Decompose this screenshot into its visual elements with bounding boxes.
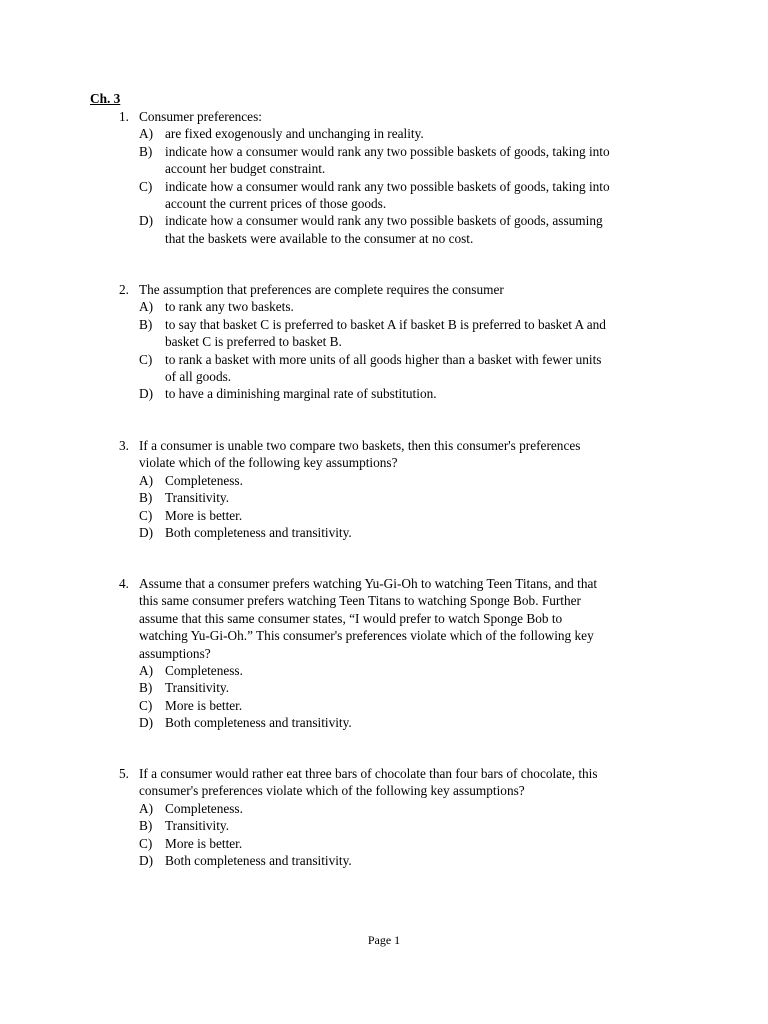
question-2 bbox=[0, 281, 768, 403]
question-stem-text: If a consumer would rather eat three bars of chocolate than four bars of chocolate, this bbox=[139, 766, 598, 781]
answer-option-text: Completeness. bbox=[165, 800, 243, 816]
question-stem-line bbox=[0, 437, 768, 454]
question-stem-text: consumer's preferences violate which of the following key assumptions? bbox=[139, 783, 525, 799]
answer-option-letter: D) bbox=[139, 386, 154, 402]
answer-option-text: indicate how a consumer would rank any two possible baskets of goods, taking into bbox=[165, 178, 610, 194]
answer-option-line bbox=[0, 697, 768, 714]
answer-option-line bbox=[0, 351, 768, 368]
answer-option-text: Completeness. bbox=[165, 472, 243, 488]
question-stem-text: this same consumer prefers watching Teen Titans to watching Sponge Bob. Further bbox=[139, 593, 581, 609]
answer-option-line bbox=[0, 333, 768, 350]
answer-option-line bbox=[0, 679, 768, 696]
answer-option-letter: C) bbox=[139, 507, 153, 523]
question-number: 2. bbox=[119, 282, 129, 297]
answer-option-line bbox=[0, 800, 768, 817]
answer-option-text: indicate how a consumer would rank any two possible baskets of goods, taking into bbox=[165, 143, 610, 159]
question-1 bbox=[0, 108, 768, 247]
question-stem-line bbox=[0, 645, 768, 662]
answer-option-letter: B) bbox=[139, 143, 153, 159]
question-4 bbox=[0, 575, 768, 732]
answer-option-text: Completeness. bbox=[165, 662, 243, 678]
answer-option-letter: C) bbox=[139, 697, 153, 713]
answer-option-line bbox=[0, 662, 768, 679]
question-number: 5. bbox=[119, 766, 129, 781]
answer-option-line bbox=[0, 230, 768, 247]
question-stem-line bbox=[0, 765, 768, 782]
question-stem-line bbox=[0, 575, 768, 592]
question-stem-line bbox=[0, 782, 768, 799]
question-3 bbox=[0, 437, 768, 541]
answer-option-line bbox=[0, 368, 768, 385]
answer-option-text: Transitivity. bbox=[165, 818, 230, 834]
question-stem-text: Consumer preferences: bbox=[139, 109, 262, 124]
question-number: 4. bbox=[119, 576, 129, 591]
answer-option-letter: B) bbox=[139, 490, 153, 506]
answer-option-text: to say that basket C is preferred to basket A if basket B is preferred to basket A and bbox=[165, 316, 606, 332]
answer-option-line bbox=[0, 385, 768, 402]
answer-option-line bbox=[0, 472, 768, 489]
answer-option-line bbox=[0, 178, 768, 195]
answer-option-text: More is better. bbox=[165, 507, 243, 523]
answer-option-letter: A) bbox=[139, 800, 154, 816]
answer-option-letter: D) bbox=[139, 524, 154, 540]
question-stem-line bbox=[0, 281, 768, 298]
answer-option-text: to rank a basket with more units of all goods higher than a basket with fewer units bbox=[165, 351, 602, 367]
answer-option-line bbox=[0, 316, 768, 333]
answer-option-letter: C) bbox=[139, 178, 153, 194]
answer-option-text: that the baskets were available to the consumer at no cost. bbox=[165, 230, 474, 246]
answer-option-text: Both completeness and transitivity. bbox=[165, 852, 352, 868]
answer-option-line bbox=[0, 714, 768, 731]
answer-option-line bbox=[0, 817, 768, 834]
question-number: 1. bbox=[119, 109, 129, 124]
answer-option-text: of all goods. bbox=[165, 368, 232, 384]
question-stem-line bbox=[0, 592, 768, 609]
answer-option-text: to have a diminishing marginal rate of substitution. bbox=[165, 386, 437, 402]
answer-option-line bbox=[0, 212, 768, 229]
answer-option-text: Both completeness and transitivity. bbox=[165, 524, 352, 540]
answer-option-letter: A) bbox=[139, 299, 154, 315]
answer-option-line bbox=[0, 489, 768, 506]
question-stem-text: assumptions? bbox=[139, 645, 211, 661]
answer-option-letter: D) bbox=[139, 213, 154, 229]
answer-option-line bbox=[0, 195, 768, 212]
answer-option-letter: A) bbox=[139, 126, 154, 142]
question-number: 3. bbox=[119, 438, 129, 453]
answer-option-line bbox=[0, 143, 768, 160]
answer-option-letter: C) bbox=[139, 351, 153, 367]
answer-option-letter: A) bbox=[139, 662, 154, 678]
question-stem-text: assume that this same consumer states, “I would prefer to watch Sponge Bob to bbox=[139, 610, 563, 626]
answer-option-line bbox=[0, 507, 768, 524]
answer-option-line bbox=[0, 524, 768, 541]
answer-option-text: to rank any two baskets. bbox=[165, 299, 294, 315]
answer-option-letter: C) bbox=[139, 835, 153, 851]
question-stem-line bbox=[0, 610, 768, 627]
answer-option-text: Both completeness and transitivity. bbox=[165, 715, 352, 731]
answer-option-line bbox=[0, 298, 768, 315]
answer-option-line bbox=[0, 125, 768, 142]
question-stem-text: The assumption that preferences are complete requires the consumer bbox=[139, 282, 504, 297]
page-number: Page 1 bbox=[367, 933, 401, 947]
answer-option-text: are fixed exogenously and unchanging in reality. bbox=[165, 126, 424, 142]
answer-option-text: indicate how a consumer would rank any two possible baskets of goods, assuming bbox=[165, 213, 603, 229]
question-5 bbox=[0, 765, 768, 869]
question-stem-line bbox=[0, 454, 768, 471]
question-stem-line bbox=[0, 108, 768, 125]
answer-option-text: Transitivity. bbox=[165, 490, 230, 506]
question-stem-text: watching Yu-Gi-Oh.” This consumer's preferences violate which of the following key bbox=[139, 628, 594, 644]
answer-option-text: More is better. bbox=[165, 697, 243, 713]
answer-option-letter: B) bbox=[139, 316, 153, 332]
answer-option-letter: A) bbox=[139, 472, 154, 488]
answer-option-letter: B) bbox=[139, 680, 153, 696]
chapter-heading: Ch. 3 bbox=[90, 91, 121, 106]
answer-option-line bbox=[0, 852, 768, 869]
question-stem-line bbox=[0, 627, 768, 644]
answer-option-letter: D) bbox=[139, 715, 154, 731]
answer-option-text: basket C is preferred to basket B. bbox=[165, 334, 342, 350]
answer-option-text: account her budget constraint. bbox=[165, 161, 326, 177]
answer-option-letter: B) bbox=[139, 818, 153, 834]
answer-option-line bbox=[0, 835, 768, 852]
answer-option-text: Transitivity. bbox=[165, 680, 230, 696]
question-stem-text: violate which of the following key assumptions? bbox=[139, 455, 398, 471]
answer-option-text: account the current prices of those goods. bbox=[165, 195, 387, 211]
question-stem-text: Assume that a consumer prefers watching Yu-Gi-Oh to watching Teen Titans, and that bbox=[139, 576, 598, 591]
answer-option-text: More is better. bbox=[165, 835, 243, 851]
answer-option-letter: D) bbox=[139, 852, 154, 868]
question-stem-text: If a consumer is unable two compare two baskets, then this consumer's preferences bbox=[139, 438, 581, 453]
answer-option-line bbox=[0, 160, 768, 177]
